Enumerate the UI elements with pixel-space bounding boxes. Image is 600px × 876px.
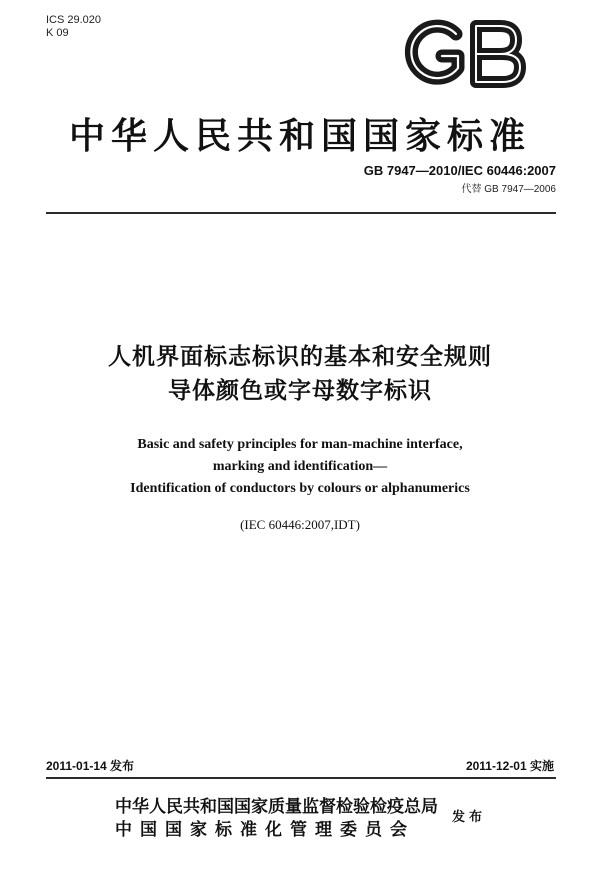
- national-standard-heading: 中华人民共和国国家标准: [68, 115, 531, 157]
- implementation-date: 2011-12-01 实施: [465, 759, 554, 773]
- title-en-line3: Identification of conductors by colours or alphanumerics: [130, 481, 470, 496]
- publish-label: 发布: [452, 810, 487, 825]
- ics-code: ICS 29.020: [46, 14, 102, 26]
- header-divider: [46, 212, 556, 214]
- issue-date: 2011-01-14 发布: [46, 759, 135, 773]
- footer-divider: [46, 777, 556, 779]
- gb-logo: [402, 16, 530, 92]
- issuer-line1: 中华人民共和国国家质量监督检验检疫总局: [115, 797, 438, 817]
- issuer-line2: 中国国家标准化管理委员会: [115, 820, 415, 840]
- title-cn-line1: 人机界面标志标识的基本和安全规则: [108, 344, 492, 370]
- title-en-line1: Basic and safety principles for man-machine interface,: [137, 437, 463, 452]
- title-cn-line2: 导体颜色或字母数字标识: [168, 378, 432, 404]
- standard-number: GB 7947—2010/IEC 60446:2007: [363, 163, 556, 178]
- k-code: K 09: [46, 27, 69, 39]
- equivalence-note: (IEC 60446:2007,IDT): [240, 517, 360, 532]
- title-en-line2: marking and identification—: [212, 459, 388, 474]
- replaces-note: 代替 GB 7947—2006: [461, 184, 556, 195]
